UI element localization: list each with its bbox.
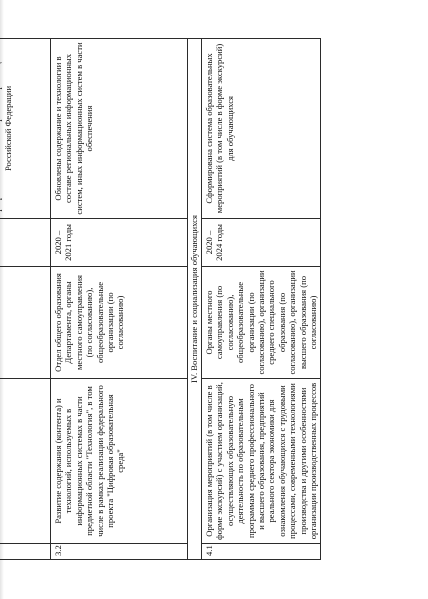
activity-name-cell: Организация мероприятий (в том числе в форме экскурсий) с участием организаций, осуществляющих образовательную деятельность по образовательным программам среднего профессионального и высшего образования, предприятий реального сектора экономики для ознакомления обучающихся с трудовыми процессами, современными технологиями производства и другими особенностями организации производственных процессов [201, 379, 320, 544]
row-number: 3.2 [50, 544, 187, 560]
activity-name-cell: Развитие содержания (контента) и технологий, используемых в информационных системах в части предметной области "Технология", в том числе в рамках реализации федерального проекта "Цифровая образовательная среда" [50, 379, 187, 544]
executor-cell-empty [0, 267, 50, 379]
result-cell-continuation [0, 39, 50, 219]
row-number: 4.1 [201, 544, 320, 560]
rotated-table-container [0, 39, 318, 560]
table-row [201, 39, 320, 560]
section-header-row [187, 39, 201, 560]
section-title: IV. Воспитание и социализация обучающихся [187, 39, 201, 560]
result-cell: Обновлены содержание и технологии в составе региональных информационных систем, иных информационных систем в части обеспечения [50, 39, 187, 219]
num-cell-empty [0, 544, 50, 560]
plan-table [0, 38, 321, 560]
executor-cell: Отдел общего образования Департамента, органы местного самоуправления (по согласованию), общеобразовательные организации (по согласованию) [50, 267, 187, 379]
table-row [50, 39, 187, 560]
period-cell: 2020 – 2021 годы [50, 219, 187, 267]
executor-cell: Органы местного самоуправления (по согласованию), общеобразовательные организации (по согласованию), организации среднего специального образования (по согласованию), организации высшего образования (по согласованию) [201, 267, 320, 379]
result-cell: Сформирована система образовательных мероприятий (в том числе в форме экскурсий) для обучающихся [201, 39, 320, 219]
period-cell: 2020 – 2024 годы [201, 219, 320, 267]
name-cell-continuation [0, 379, 50, 544]
period-cell-empty [0, 219, 50, 267]
result-continuation-text: Российской Федерации [2, 85, 13, 172]
table-row-continuation [0, 39, 50, 560]
